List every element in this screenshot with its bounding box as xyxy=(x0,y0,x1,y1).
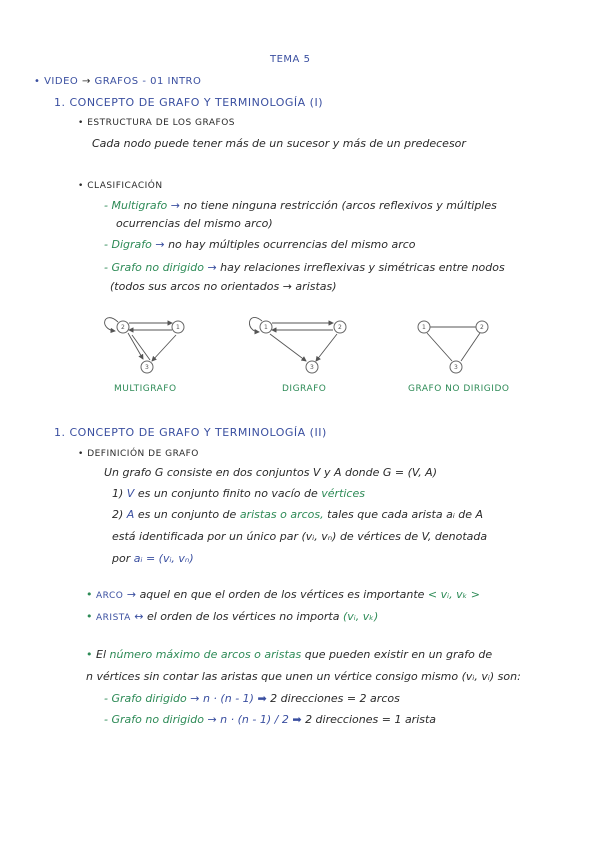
maximo-pre: El xyxy=(96,648,107,661)
v-symbol: V xyxy=(126,487,135,500)
desc: hay relaciones irreflexivas y simétricas entre nodos xyxy=(220,261,505,274)
point-number: 1) xyxy=(112,487,124,500)
maximo-line1 xyxy=(86,648,492,661)
dash: - xyxy=(104,199,108,212)
desc: no hay múltiples ocurrencias del mismo arco xyxy=(168,238,416,251)
estructura-line xyxy=(78,118,235,128)
bullet: • xyxy=(34,76,41,87)
clasificacion-item-multigrafo-cont: ocurrencias del mismo arco) xyxy=(116,217,273,230)
term-vertices: vértices xyxy=(321,487,365,500)
arco-text: aquel en que el orden de los vértices es importante xyxy=(139,588,425,601)
point-text: tales que cada arista aᵢ de A xyxy=(327,508,484,521)
dash: - xyxy=(104,692,108,705)
a-symbol: A xyxy=(126,508,135,521)
clasificacion-item-no-dirigido-cont: (todos sus arcos no orientados → aristas) xyxy=(110,280,337,293)
graph-node xyxy=(141,361,153,373)
edge xyxy=(270,334,306,361)
diagram-label-multigrafo: MULTIGRAFO xyxy=(114,384,177,394)
node-label: 3 xyxy=(454,364,458,371)
arrow-icon: → xyxy=(207,261,217,274)
maximo-post: que pueden existir en un grafo de xyxy=(304,648,493,661)
bullet: • xyxy=(78,449,84,459)
definicion-point2 xyxy=(112,508,483,521)
arista-label: ARISTA xyxy=(96,613,131,623)
arrow-icon: → xyxy=(190,692,200,705)
bullet: • xyxy=(86,648,93,661)
maximo-term: número máximo de arcos o aristas xyxy=(109,648,302,661)
desc: no tiene ninguna restricción (arcos reflexivos y múltiples xyxy=(183,199,497,212)
diagram-label-digrafo: DIGRAFO xyxy=(282,384,327,394)
bullet: • xyxy=(78,118,84,128)
arrow-icon: → xyxy=(207,713,217,726)
term: Digrafo xyxy=(111,238,152,251)
term-aristas: aristas o arcos, xyxy=(239,508,324,521)
bullet: • xyxy=(86,610,93,623)
node-label: 1 xyxy=(422,324,426,331)
edge xyxy=(461,333,480,361)
clasificacion-line xyxy=(78,181,163,191)
node-label: 1 xyxy=(264,324,268,331)
bold-arrow-icon: ➡ xyxy=(292,713,302,726)
graph-node xyxy=(476,321,488,333)
digrafo-diagram xyxy=(249,317,346,373)
arrow-icon: → xyxy=(170,199,180,212)
edge xyxy=(128,333,143,359)
formula: n · (n - 1) / 2 xyxy=(220,713,289,726)
maximo-line2: n vértices sin contar las aristas que unen un vértice consigo mismo (vᵢ, vᵢ) son: xyxy=(86,670,521,683)
graph-node xyxy=(117,321,129,333)
formula: aᵢ = (vᵢ, vₙ) xyxy=(133,552,194,565)
point-text: es un conjunto finito no vacío de xyxy=(137,487,318,500)
arrow-icon: → xyxy=(155,238,165,251)
arco-label: ARCO xyxy=(96,591,124,601)
node-label: 3 xyxy=(145,364,149,371)
dash: - xyxy=(104,713,108,726)
definicion-point1 xyxy=(112,487,365,500)
video-text: GRAFOS - 01 INTRO xyxy=(94,76,202,87)
estructura-text: Cada nodo puede tener más de un sucesor y más de un predecesor xyxy=(92,137,466,150)
definicion-point2-line3 xyxy=(112,552,194,565)
edge xyxy=(152,335,176,361)
reflexive-edge xyxy=(105,318,118,331)
dash: - xyxy=(104,238,108,251)
no-dirigido-diagram xyxy=(418,321,488,373)
video-label: VIDEO xyxy=(44,76,79,87)
term: Grafo no dirigido xyxy=(111,261,204,274)
definicion-line xyxy=(78,449,199,459)
diagram-label-no-dirigido: GRAFO NO DIRIGIDO xyxy=(408,384,510,394)
graph-diagrams xyxy=(0,305,600,395)
clasificacion-item-digrafo xyxy=(104,238,416,251)
arco-formula: < vᵢ, vₖ > xyxy=(427,588,480,601)
node-label: 2 xyxy=(121,324,125,331)
node-label: 2 xyxy=(338,324,342,331)
bullet: • xyxy=(86,588,93,601)
section1-heading: 1. CONCEPTO DE GRAFO Y TERMINOLOGÍA (I) xyxy=(54,96,324,109)
clasificacion-item-multigrafo xyxy=(104,199,497,212)
bold-arrow-icon: ➡ xyxy=(257,692,267,705)
clasificacion-label: CLASIFICACIÓN xyxy=(87,181,163,191)
edge xyxy=(316,334,337,361)
formula: n · (n - 1) xyxy=(202,692,254,705)
graph-node xyxy=(172,321,184,333)
arista-line xyxy=(86,610,378,623)
graph-node xyxy=(334,321,346,333)
arrow-icon: → xyxy=(81,76,91,87)
point-text: es un conjunto de xyxy=(137,508,237,521)
definicion-label: DEFINICIÓN DE GRAFO xyxy=(87,449,199,459)
term: Multigrafo xyxy=(111,199,168,212)
term: Grafo no dirigido xyxy=(111,713,204,726)
page-title: TEMA 5 xyxy=(270,54,311,65)
graph-node xyxy=(450,361,462,373)
bullet: • xyxy=(78,181,84,191)
maximo-item-no-dirigido xyxy=(104,713,436,726)
section2-heading: 1. CONCEPTO DE GRAFO Y TERMINOLOGÍA (II) xyxy=(54,426,327,439)
maximo-item-dirigido xyxy=(104,692,400,705)
node-label: 2 xyxy=(480,324,484,331)
edge xyxy=(427,333,452,361)
arco-line xyxy=(86,588,480,601)
estructura-label: ESTRUCTURA DE LOS GRAFOS xyxy=(87,118,236,128)
definicion-point2-line2: está identificada por un único par (vᵢ, vₙ) de vértices de V, denotada xyxy=(112,530,488,543)
graph-node xyxy=(306,361,318,373)
video-line xyxy=(34,76,201,87)
result: 2 direcciones = 2 arcos xyxy=(270,692,400,705)
arista-formula: (vᵢ, vₖ) xyxy=(342,610,379,623)
arrow-icon: ↔ xyxy=(134,610,144,623)
arrow-icon: → xyxy=(126,588,137,601)
dash: - xyxy=(104,261,108,274)
term: Grafo dirigido xyxy=(111,692,187,705)
graph-node xyxy=(260,321,272,333)
result: 2 direcciones = 1 arista xyxy=(305,713,437,726)
clasificacion-item-no-dirigido xyxy=(104,261,505,274)
graph-node xyxy=(418,321,430,333)
point-text: por xyxy=(112,552,131,565)
definicion-line1: Un grafo G consiste en dos conjuntos V y A donde G = (V, A) xyxy=(104,466,438,479)
node-label: 1 xyxy=(176,324,180,331)
node-label: 3 xyxy=(310,364,314,371)
arista-text: el orden de los vértices no importa xyxy=(146,610,340,623)
multigrafo-diagram xyxy=(105,318,184,373)
point-number: 2) xyxy=(112,508,124,521)
